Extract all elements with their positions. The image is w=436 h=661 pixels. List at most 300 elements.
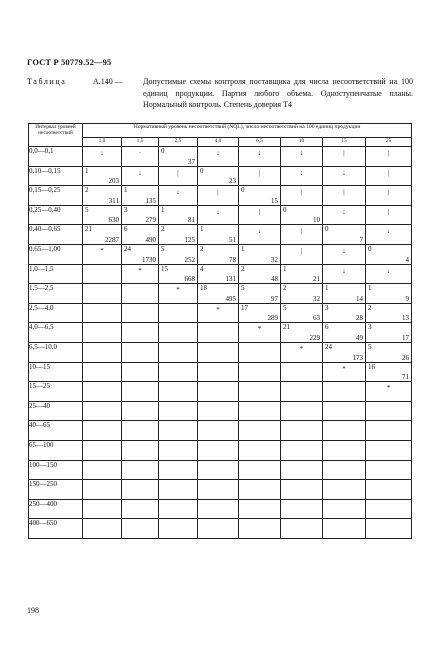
plan-cell (366, 519, 412, 539)
plan-cell (323, 342, 366, 362)
table-row (29, 225, 412, 245)
caption-text: Допустимые схемы контроля поставщика для числа несоответствий на 100 единиц продукции. Партия любого объема. Одноступенчатые планы. Нормальный контроль. Степень доверия Т4 (143, 77, 413, 109)
asterisk-mark: * (342, 364, 346, 373)
plan-cell (239, 205, 281, 225)
level-interval-cell: 6,5—10,0 (29, 342, 83, 362)
arrow-down-icon: ↓ (386, 227, 391, 236)
plan-cell (323, 460, 366, 480)
sample-size: 10 (313, 216, 320, 225)
plan-cell (159, 284, 198, 304)
plan-cell (239, 323, 281, 343)
acceptance-number: 2 (241, 264, 245, 273)
plan-cell (198, 460, 239, 480)
plan-cell (122, 460, 159, 480)
arrow-down-icon: ↓ (299, 149, 304, 157)
nql-level-header: 6,5 (239, 138, 281, 147)
acceptance-number: 0 (368, 244, 372, 253)
sample-size: 21 (313, 275, 320, 284)
plan-cell (83, 225, 122, 245)
acceptance-number: 1 (161, 205, 165, 214)
plan-cell (159, 401, 198, 421)
table-row (29, 147, 412, 167)
plan-cell (83, 284, 122, 304)
arrow-down-icon: ↓ (342, 246, 346, 255)
acceptance-number: 1 (85, 166, 89, 175)
acceptance-number: 21 (283, 323, 290, 332)
plan-cell (159, 362, 198, 382)
plan-cell (239, 440, 281, 460)
acceptance-number: 5 (161, 244, 165, 253)
plan-cell (122, 323, 159, 343)
plan-cell (122, 421, 159, 441)
plan-cell (122, 244, 159, 264)
plan-cell (281, 264, 323, 284)
plan-cell (281, 480, 323, 500)
plan-cell (83, 303, 122, 323)
sample-size: 7 (359, 235, 363, 244)
plan-cell (83, 342, 122, 362)
plan-cell (198, 519, 239, 539)
sample-size: 97 (271, 294, 278, 303)
plan-cell (281, 147, 323, 167)
sample-size: 229 (309, 333, 320, 342)
acceptance-number: 1 (283, 264, 287, 273)
plan-cell (281, 519, 323, 539)
arrow-down-icon: ↓ (257, 227, 262, 236)
sample-size: 203 (108, 177, 119, 186)
plan-cell (122, 284, 159, 304)
plan-cell (366, 284, 412, 304)
nql-levels-row (29, 138, 412, 147)
plan-cell (122, 303, 159, 323)
sample-size: 23 (229, 177, 236, 186)
plan-cell (281, 303, 323, 323)
plan-cell (366, 401, 412, 421)
plan-cell (323, 244, 366, 264)
plan-cell (122, 147, 159, 167)
plan-cell (198, 166, 239, 186)
plan-cell (159, 147, 198, 167)
table-row (29, 186, 412, 206)
sample-size: 490 (145, 235, 156, 244)
nql-level-header: 1,0 (83, 138, 122, 147)
sampling-plans-table (28, 123, 412, 539)
asterisk-mark: * (138, 266, 142, 275)
plan-cell (159, 342, 198, 362)
plan-cell (239, 421, 281, 441)
plan-cell (323, 303, 366, 323)
plan-cell (159, 421, 198, 441)
level-interval-cell: 0,25—0,40 (29, 205, 83, 225)
sample-size: 26 (402, 353, 410, 362)
arrow-down-icon: ↓ (386, 266, 391, 275)
plan-cell (159, 499, 198, 519)
plan-cell (198, 499, 239, 519)
arrow-down-icon: ↓ (342, 266, 346, 275)
table-row (29, 519, 412, 539)
plan-cell (198, 244, 239, 264)
plan-cell (122, 382, 159, 402)
plan-cell (198, 440, 239, 460)
page-number: 198 (27, 606, 39, 615)
plan-cell (83, 147, 122, 167)
sample-size: 125 (184, 235, 195, 244)
plan-cell (281, 323, 323, 343)
level-interval-cell: 2,5—4,0 (29, 303, 83, 323)
acceptance-number: 0 (241, 186, 245, 195)
level-interval-cell: 10—15 (29, 362, 83, 382)
sample-size: 1730 (142, 255, 156, 264)
plan-cell (281, 401, 323, 421)
acceptance-number: 1 (241, 244, 245, 253)
plan-cell (281, 499, 323, 519)
plan-cell (239, 342, 281, 362)
plan-cell (159, 244, 198, 264)
plan-cell (366, 186, 412, 206)
plan-cell (122, 440, 159, 460)
acceptance-number: 16 (368, 362, 375, 371)
arrow-down-icon: | (387, 168, 390, 177)
arrow-down-icon: | (387, 188, 390, 197)
sample-size: 32 (313, 294, 320, 303)
plan-cell (366, 225, 412, 245)
plan-cell (159, 440, 198, 460)
plan-cell (366, 147, 412, 167)
plan-cell (239, 382, 281, 402)
acceptance-number: 3 (124, 205, 128, 214)
arrow-down-icon: | (258, 207, 261, 216)
plan-cell (239, 401, 281, 421)
plan-cell (281, 460, 323, 480)
plan-cell (323, 421, 366, 441)
plan-cell (281, 421, 323, 441)
document-standard-title: ГОСТ Р 50779.52—95 (27, 58, 112, 67)
arrow-down-icon: ↓ (342, 207, 346, 216)
acceptance-number: 6 (325, 323, 329, 332)
arrow-down-icon: ↓ (216, 149, 220, 157)
plan-cell (239, 166, 281, 186)
plan-cell (239, 147, 281, 167)
plan-cell (198, 342, 239, 362)
sample-size: 49 (356, 333, 363, 342)
arrow-down-icon: | (177, 168, 179, 177)
plan-cell (323, 480, 366, 500)
acceptance-number: 21 (85, 225, 92, 234)
plan-cell (323, 225, 366, 245)
table-row (29, 460, 412, 480)
table-row (29, 342, 412, 362)
acceptance-number: 2 (200, 244, 204, 253)
asterisk-mark: * (386, 384, 391, 393)
plan-cell (323, 519, 366, 539)
plan-cell (323, 284, 366, 304)
plan-cell (281, 382, 323, 402)
plan-cell (122, 499, 159, 519)
nql-level-header: 15 (323, 138, 366, 147)
level-interval-cell: 15—25 (29, 382, 83, 402)
plan-cell (239, 460, 281, 480)
range-column-header: Интервал уровней несоответствий (29, 124, 83, 147)
plan-cell (239, 284, 281, 304)
asterisk-mark: * (176, 286, 180, 295)
plan-cell (239, 244, 281, 264)
table-row (29, 284, 412, 304)
level-interval-cell: 150—250 (29, 480, 83, 500)
plan-cell (122, 166, 159, 186)
caption-table-number: А.140 — (93, 77, 123, 86)
plan-cell (159, 166, 198, 186)
nql-level-header: 4,0 (198, 138, 239, 147)
table-body (29, 147, 412, 539)
sample-size: 81 (188, 216, 195, 225)
plan-cell (159, 480, 198, 500)
plan-cell (239, 303, 281, 323)
plan-cell (122, 362, 159, 382)
arrow-down-icon: | (300, 246, 303, 255)
plan-cell (281, 342, 323, 362)
sample-size: 32 (271, 255, 278, 264)
acceptance-number: 4 (200, 264, 204, 273)
plan-cell (83, 244, 122, 264)
plan-cell (83, 460, 122, 480)
nql-level-header: 1,5 (122, 138, 159, 147)
sample-size: 495 (225, 294, 236, 303)
acceptance-number: 3 (325, 303, 329, 312)
plan-cell (323, 186, 366, 206)
plan-cell (159, 460, 198, 480)
nql-level-header: 2,5 (159, 138, 198, 147)
plan-cell (122, 480, 159, 500)
sample-size: 13 (402, 314, 410, 323)
table-row (29, 166, 412, 186)
asterisk-mark: * (100, 246, 104, 255)
plan-cell (323, 166, 366, 186)
plan-cell (239, 362, 281, 382)
plan-cell (83, 166, 122, 186)
plan-cell (198, 480, 239, 500)
plan-cell (323, 382, 366, 402)
plan-cell (239, 186, 281, 206)
asterisk-mark: * (299, 344, 304, 353)
sample-size: 48 (271, 275, 278, 284)
acceptance-number: 0 (161, 147, 165, 155)
level-interval-cell: 40—65 (29, 421, 83, 441)
plan-cell (323, 401, 366, 421)
sample-size: 668 (184, 275, 195, 284)
arrow-down-icon: · (138, 149, 142, 157)
level-interval-cell: 100—150 (29, 460, 83, 480)
plan-cell (281, 284, 323, 304)
plan-cell (239, 499, 281, 519)
plan-cell (198, 382, 239, 402)
plan-cell (159, 323, 198, 343)
sample-size: 173 (352, 353, 363, 362)
table-row (29, 323, 412, 343)
plan-cell (198, 323, 239, 343)
arrow-down-icon: ↓ (176, 188, 180, 197)
plan-cell (198, 303, 239, 323)
plan-cell (83, 323, 122, 343)
plan-cell (159, 205, 198, 225)
plan-cell (83, 499, 122, 519)
plan-cell (198, 186, 239, 206)
sample-size: 630 (108, 216, 119, 225)
asterisk-mark: * (257, 325, 262, 334)
table-row (29, 264, 412, 284)
plan-cell (366, 244, 412, 264)
plan-cell (239, 225, 281, 245)
plan-cell (122, 186, 159, 206)
plan-cell (239, 480, 281, 500)
sample-size: 4 (405, 255, 410, 264)
plan-cell (198, 205, 239, 225)
sample-size: 279 (145, 216, 156, 225)
sample-size: 17 (402, 333, 410, 342)
acceptance-number: 18 (200, 284, 207, 293)
acceptance-number: 1 (325, 284, 329, 293)
level-interval-cell: 250—400 (29, 499, 83, 519)
plan-cell (159, 264, 198, 284)
arrow-down-icon: | (217, 188, 219, 197)
table-row (29, 244, 412, 264)
sample-size: 28 (356, 314, 363, 323)
acceptance-number: 24 (124, 244, 131, 253)
acceptance-number: 0 (325, 225, 329, 234)
table-row (29, 362, 412, 382)
sample-size: 37 (188, 157, 195, 166)
acceptance-number: 2 (85, 186, 89, 195)
plan-cell (83, 421, 122, 441)
plan-cell (83, 480, 122, 500)
sample-size: 51 (229, 235, 236, 244)
sample-size: 14 (356, 294, 363, 303)
acceptance-number: 2 (283, 284, 287, 293)
plan-cell (366, 323, 412, 343)
plan-cell (323, 147, 366, 167)
sample-size: 15 (271, 196, 278, 205)
asterisk-mark: * (216, 305, 220, 314)
table-row (29, 440, 412, 460)
level-interval-cell: 0,0—0,1 (29, 147, 83, 167)
arrow-down-icon: ↓ (138, 168, 142, 177)
acceptance-number: 17 (241, 303, 248, 312)
sample-size: 311 (108, 196, 119, 205)
plan-cell (366, 166, 412, 186)
plan-cell (122, 205, 159, 225)
plan-cell (122, 342, 159, 362)
plan-cell (159, 382, 198, 402)
plan-cell (366, 303, 412, 323)
plan-cell (83, 440, 122, 460)
sample-size: 63 (313, 314, 320, 323)
plan-cell (281, 225, 323, 245)
plan-cell (159, 303, 198, 323)
table-row (29, 205, 412, 225)
arrow-down-icon: ↓ (257, 149, 262, 157)
nql-level-header: 10 (281, 138, 323, 147)
sample-size: 289 (267, 314, 278, 323)
level-interval-cell: 400—650 (29, 519, 83, 539)
plan-cell (122, 225, 159, 245)
plan-cell (366, 205, 412, 225)
table-row (29, 499, 412, 519)
level-interval-cell: 0,40—0,65 (29, 225, 83, 245)
plan-cell (198, 362, 239, 382)
acceptance-number: 1 (368, 284, 372, 293)
plan-cell (366, 440, 412, 460)
plan-cell (198, 225, 239, 245)
acceptance-number: 0 (200, 166, 204, 175)
sample-size: 252 (184, 255, 195, 264)
plan-cell (198, 264, 239, 284)
level-interval-cell: 0,65—1,00 (29, 244, 83, 264)
plan-cell (281, 362, 323, 382)
acceptance-number: 1 (200, 225, 204, 234)
sample-size: 71 (402, 373, 410, 382)
level-interval-cell: 25—40 (29, 401, 83, 421)
plan-cell (159, 186, 198, 206)
plan-cell (366, 421, 412, 441)
table-row (29, 401, 412, 421)
nql-level-header: 25 (366, 138, 412, 147)
plan-cell (323, 499, 366, 519)
arrow-down-icon: | (343, 188, 345, 197)
acceptance-number: 5 (241, 284, 245, 293)
table-row (29, 303, 412, 323)
acceptance-number: 2 (161, 225, 165, 234)
acceptance-number: 1 (124, 186, 128, 195)
plan-cell (83, 205, 122, 225)
plan-cell (198, 401, 239, 421)
arrow-down-icon: | (300, 227, 303, 236)
acceptance-number: 15 (161, 264, 168, 273)
sample-size: 131 (225, 275, 236, 284)
plan-cell (122, 264, 159, 284)
plan-cell (239, 519, 281, 539)
plan-cell (83, 519, 122, 539)
plan-cell (366, 362, 412, 382)
plan-cell (366, 499, 412, 519)
arrow-down-icon: ↓ (299, 168, 304, 177)
sample-size: 78 (229, 255, 236, 264)
plan-cell (198, 147, 239, 167)
level-interval-cell: 1,5—2,5 (29, 284, 83, 304)
table-row (29, 382, 412, 402)
plan-cell (323, 205, 366, 225)
plan-cell (159, 519, 198, 539)
plan-cell (281, 186, 323, 206)
plan-cell (83, 264, 122, 284)
arrow-down-icon: | (300, 188, 303, 197)
level-interval-cell: 4,0—6,5 (29, 323, 83, 343)
acceptance-number: 0 (283, 205, 287, 214)
arrow-down-icon: | (258, 168, 261, 177)
plan-cell (366, 264, 412, 284)
plan-cell (83, 362, 122, 382)
sample-size: 135 (145, 196, 156, 205)
acceptance-number: 6 (124, 225, 128, 234)
plan-cell (281, 166, 323, 186)
acceptance-number: 3 (368, 323, 372, 332)
acceptance-number: 5 (85, 205, 89, 214)
arrow-down-icon: ↓ (342, 168, 346, 177)
plan-cell (122, 401, 159, 421)
plan-cell (83, 186, 122, 206)
level-interval-cell: 65—100 (29, 440, 83, 460)
arrow-down-icon: | (343, 149, 345, 157)
plan-cell (323, 362, 366, 382)
plan-cell (366, 382, 412, 402)
